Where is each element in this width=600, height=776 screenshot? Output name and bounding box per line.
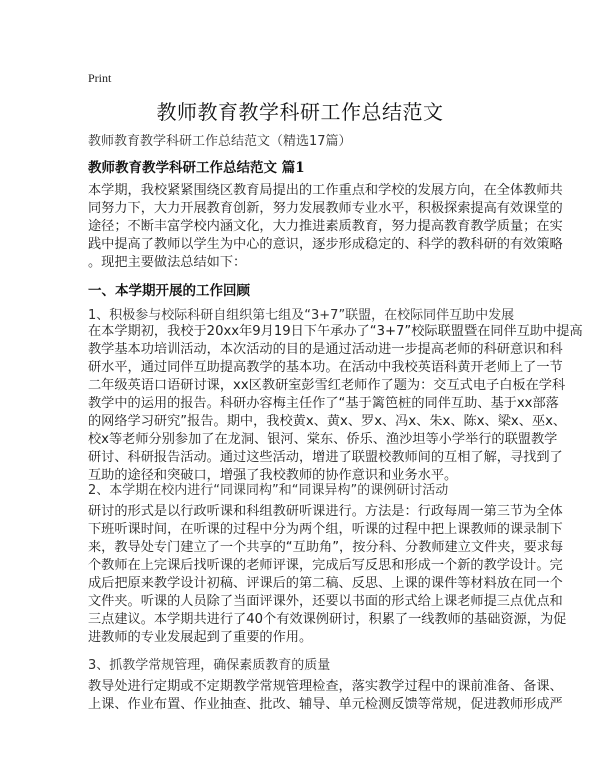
text-line: 三点建议。本学期共进行了40个有效课例研讨，积累了一线教师的基础资源，为促 — [88, 612, 567, 627]
item-3-heading: 3、抓教学常规管理，确保素质教育的质量 — [88, 658, 331, 673]
text-line: 本学期，我校紧紧围绕区教育局提出的工作重点和学校的发展方向，在全体教师共 — [88, 183, 563, 198]
item-2-paragraph — [88, 503, 567, 647]
section-heading-review: 一、本学期开展的工作回顾 — [88, 283, 250, 299]
text-line: 途径；不断丰富学校内涵文化，大力推进素质教育，努力提高教育教学质量；在实 — [88, 219, 563, 234]
item-3-paragraph — [88, 678, 563, 714]
item-2-heading: 2、本学期在校内进行“同课同构”和“同课异构”的课例研讨活动 — [88, 483, 449, 498]
item-1-heading: 1、积极参与校际科研自组织第七组及“3+7”联盟，在校际同伴互助中发展 — [88, 308, 515, 323]
text-line: 。现把主要做法总结如下： — [88, 255, 247, 270]
text-line: 的网络学习研究”报告。期中，我校黄x、黄x、罗x、冯x、朱x、陈x、梁x、巫x、 — [88, 414, 567, 429]
item-1-paragraph — [88, 323, 583, 485]
text-line: 教导处进行定期或不定期教学常规管理检查，落实教学过程中的课前准备、备课、 — [88, 679, 563, 694]
intro-paragraph — [88, 182, 563, 272]
text-line: 进教师的专业发展起到了重要的作用。 — [88, 630, 313, 645]
text-line: 教学基本功培训活动，本次活动的目的是通过活动进一步提高老师的科研意识和科 — [88, 342, 563, 357]
text-line: 上课、作业布置、作业抽查、批改、辅导、单元检测反馈等常规，促进教师形成严 — [88, 697, 563, 712]
text-line: 践中提高了教师以学生为中心的意识，逐步形成稳定的、科学的教科研的有效策略 — [88, 237, 563, 252]
text-line: 研讨的形式是以行政听课和科组教研听课进行。方法是：行政每周一第三节为全体 — [88, 504, 563, 519]
text-line: 同努力下，大力开展教育创新，努力发展教师专业水平，积极探索提高有效课堂的 — [88, 201, 563, 216]
article-heading: 教师教育教学科研工作总结范文 篇1 — [88, 160, 305, 176]
text-line: 在本学期初，我校于20xx年9月19日下午承办了“3+7”校际联盟暨在同伴互助中提高 — [88, 324, 583, 339]
document-subtitle: 教师教育教学科研工作总结范文（精选17篇） — [88, 134, 352, 149]
print-label[interactable]: Print — [88, 71, 112, 85]
text-line: 来，教导处专门建立了一个共享的“互助角”，按分科、分教师建立文件夹，要求每 — [88, 540, 564, 555]
text-line: 研讨、科研报告活动。通过这些活动，增进了联盟校教师间的互相了解，寻找到了 — [88, 450, 563, 465]
text-line: 教学中的运用的报告。科研办容梅主任作了“基于篱笆桩的同伴互助、基于xx部落 — [88, 396, 559, 411]
text-line: 成后把原来教学设计初稿、评课后的第二稿、反思、上课的课件等材料放在同一个 — [88, 576, 563, 591]
text-line: 互助的途径和突破口，增强了我校教师的协作意识和业务水平。 — [88, 468, 458, 483]
text-line: 二年级英语口语研讨课，xx区教研室彭雪红老师作了题为：交互式电子白板在学科 — [88, 378, 566, 393]
text-line: 文件夹。听课的人员除了当面评课外，还要以书面的形式给上课老师提三点优点和 — [88, 594, 563, 609]
text-line: 个教师在上完课后找听课的老师评课，完成后写反思和形成一个新的教学设计。完 — [88, 558, 563, 573]
text-line: 校x等老师分别参加了在龙洞、银河、棠东、侨乐、渔沙坦等小学举行的联盟教学 — [88, 432, 558, 447]
text-line: 下班听课时间，在听课的过程中分为两个组，听课的过程中把上课教师的课录制下 — [88, 522, 563, 537]
text-line: 研水平，通过同伴互助提高教学的基本功。在活动中我校英语科黄开老师上了一节 — [88, 360, 563, 375]
document-title: 教师教育教学科研工作总结范文 — [156, 100, 444, 124]
